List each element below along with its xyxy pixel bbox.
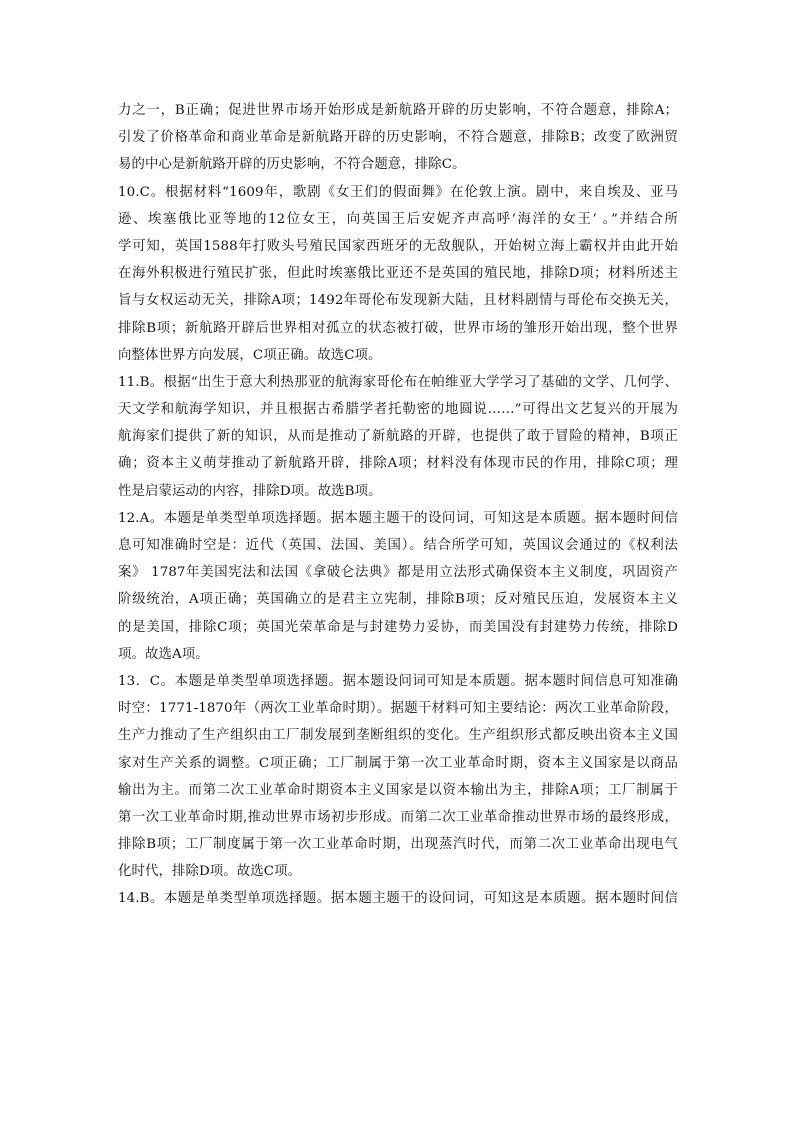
text-line: 案》 1787年美国宪法和法国《拿破仑法典》都是用立法形式确保资本主义制度，巩固资产 — [118, 565, 678, 581]
answer-10 — [118, 179, 678, 369]
answer-12 — [118, 505, 678, 668]
paragraph-continuation — [118, 97, 678, 179]
text-line: 排除B项；新航路开辟后世界相对孤立的状态被打破，世界市场的雏形开始出现，整个世界 — [118, 320, 678, 336]
text-line: 旨与女权运动无关，排除A项；1492年哥伦布发现新大陆，且材料剧情与哥伦布交换无关， — [118, 293, 678, 309]
text-line: 学可知，英国1588年打败头号殖民国家西班牙的无敌舰队，开始树立海上霸权并由此开始 — [118, 238, 678, 254]
text-line: 家对生产关系的调整。C项正确；工厂制属于第一次工业革命时期，资本主义国家是以商品 — [118, 755, 678, 771]
text-line: 阶级统治，A项正确；英国确立的是君主立宪制，排除B项；反对殖民压迫，发展资本主义 — [118, 592, 678, 608]
text-line: 排除B项；工厂制度属于第一次工业革命时期，出现蒸汽时代，而第二次工业革命出现电气 — [118, 837, 678, 853]
text-line: 13．C。本题是单类型单项选择题。据本题设问词可知是本质题。据本题时间信息可知准确 — [118, 673, 678, 689]
text-line: 力之一，B正确；促进世界市场开始形成是新航路开辟的历史影响，不符合题意，排除A； — [118, 103, 678, 118]
text-line: 向整体世界方向发展，C项正确。故选C项。 — [118, 347, 382, 363]
text-line: 航海家们提供了新的知识，从而是推动了新航路的开辟，也提供了敢于冒险的精神，B项正 — [118, 429, 678, 445]
answer-11 — [118, 369, 678, 505]
document-page — [118, 97, 678, 913]
text-line: 性是启蒙运动的内容，排除D项。故选B项。 — [118, 483, 382, 499]
text-line: 易的中心是新航路开辟的历史影响，不符合题意，排除C。 — [118, 157, 466, 173]
text-line: 14.B。本题是单类型单项选择题。据本题主题干的设问词，可知这是本质题。据本题时间信 — [118, 891, 678, 907]
text-line: 11.B。根据“出生于意大利热那亚的航海家哥伦布在帕维亚大学学习了基础的文学、几何学、 — [118, 374, 678, 390]
answer-14 — [118, 885, 678, 912]
text-line: 12.A。本题是单类型单项选择题。据本题主题干的设问词，可知这是本质题。据本题时间信 — [118, 510, 678, 526]
text-line: 第一次工业革命时期,推动世界市场初步形成。而第二次工业革命推动世界市场的最终形成， — [118, 809, 678, 825]
text-line: 输出为主。而第二次工业革命时期资本主义国家是以资本输出为主，排除A项；工厂制属于 — [118, 782, 678, 798]
text-line: 的是美国，排除C项；英国光荣革命是与封建势力妥协，而美国没有封建势力传统，排除D — [118, 619, 678, 635]
text-line: 时空：1771-1870年（两次工业革命时期）。据题干材料可知主要结论：两次工业革命阶段， — [118, 701, 678, 717]
text-line: 确；资本主义萌芽推动了新航路开辟，排除A项；材料没有体现市民的作用，排除C项；理 — [118, 456, 678, 472]
text-line: 逊、埃塞俄比亚等地的12位女王，向英国王后安妮齐声高呼‘海洋的女王’ 。”并结合所 — [118, 211, 678, 227]
text-line: 息可知准确时空是：近代（英国、法国、美国）。结合所学可知，英国议会通过的《权利法 — [118, 538, 678, 553]
text-line: 10.C。根据材料“1609年，歌剧《女王们的假面舞》在伦敦上演。剧中，来自埃及、亚马 — [118, 184, 678, 200]
text-line: 引发了价格革命和商业革命是新航路开辟的历史影响，不符合题意，排除B；改变了欧洲贸 — [118, 130, 678, 146]
text-line: 天文学和航海学知识，并且根据古希腊学者托勒密的地圆说……”可得出文艺复兴的开展为 — [118, 402, 678, 418]
answer-13 — [118, 668, 678, 886]
text-line: 生产力推动了生产组织由工厂制发展到垄断组织的变化。生产组织形式都反映出资本主义国 — [118, 728, 678, 744]
text-line: 项。故选A项。 — [118, 646, 209, 662]
text-line: 在海外积极进行殖民扩张，但此时埃塞俄比亚还不是英国的殖民地，排除D项；材料所述主 — [118, 266, 678, 282]
text-line: 化时代，排除D项。故选C项。 — [118, 864, 302, 880]
